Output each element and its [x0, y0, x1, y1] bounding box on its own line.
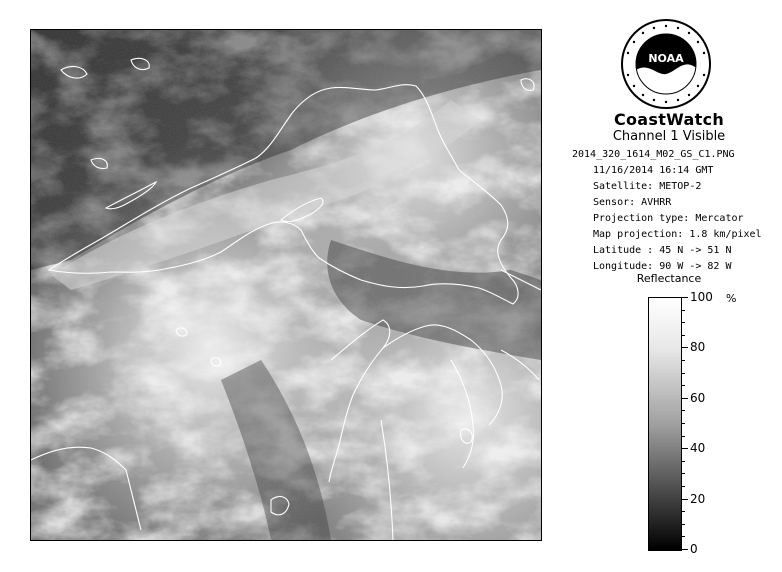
colorbar-tick-label: 80	[690, 340, 706, 354]
colorbar-title: Reflectance	[636, 272, 702, 285]
map-projection: Map projection: 1.8 km/pixel	[593, 229, 762, 240]
reflectance-colorbar	[648, 297, 682, 551]
colorbar-tick	[682, 398, 688, 399]
colorbar-tick-label: 0	[690, 542, 698, 556]
colorbar-tick	[682, 549, 688, 550]
colorbar-tick	[682, 461, 685, 462]
colorbar-tick	[682, 297, 688, 298]
colorbar-tick	[682, 448, 688, 449]
sensor-info: Sensor: AVHRR	[593, 197, 672, 208]
colorbar-tick	[682, 436, 685, 437]
datetime: 11/16/2014 16:14 GMT	[593, 165, 714, 176]
colorbar-tick	[682, 486, 685, 487]
colorbar-tick-label: 20	[690, 492, 706, 506]
projection-type: Projection type: Mercator	[593, 213, 744, 224]
colorbar-tick	[682, 423, 685, 424]
colorbar-tick	[682, 347, 688, 348]
filename: 2014_320_1614_M02_GS_C1.PNG	[572, 149, 735, 160]
satellite-image-canvas	[31, 30, 541, 540]
longitude-range: Longitude: 90 W -> 82 W	[593, 261, 732, 272]
colorbar-tick	[682, 360, 685, 361]
channel-label: Channel 1 Visible	[612, 129, 726, 144]
colorbar-tick	[682, 410, 685, 411]
colorbar-tick	[682, 524, 685, 525]
colorbar-tick	[682, 499, 688, 500]
colorbar-tick-label: 60	[690, 391, 706, 405]
logo-text: NOAA	[648, 52, 684, 65]
colorbar-tick	[682, 536, 685, 537]
noaa-logo	[620, 18, 712, 110]
colorbar-tick	[682, 511, 685, 512]
colorbar-tick	[682, 310, 685, 311]
colorbar-tick	[682, 473, 685, 474]
colorbar-tick	[682, 385, 685, 386]
colorbar-tick	[682, 335, 685, 336]
info-panel	[556, 10, 782, 570]
colorbar-tick	[682, 322, 685, 323]
latitude-range: Latitude : 45 N -> 51 N	[593, 245, 732, 256]
colorbar-tick-label: 100	[690, 290, 713, 304]
satellite-image	[30, 29, 542, 541]
product-title: CoastWatch	[613, 110, 725, 129]
noaa-emblem-icon	[620, 18, 712, 110]
colorbar-unit: %	[726, 292, 737, 305]
satellite-info: Satellite: METOP-2	[593, 181, 702, 192]
colorbar-tick-label: 40	[690, 441, 706, 455]
colorbar-tick	[682, 373, 685, 374]
